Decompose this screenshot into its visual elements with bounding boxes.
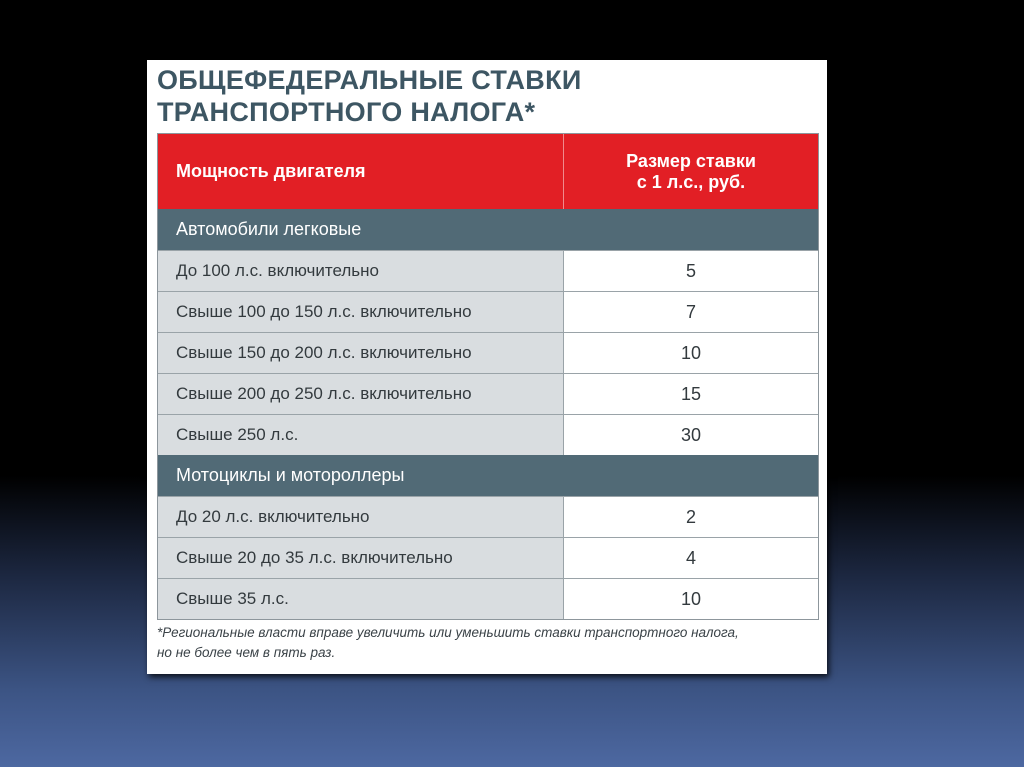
row-label: До 20 л.с. включительно	[158, 497, 564, 537]
header-rate-line-2: с 1 л.с., руб.	[636, 171, 746, 192]
header-engine-power: Мощность двигателя	[158, 134, 564, 209]
table-row	[158, 373, 818, 414]
title-line-1: ОБЩЕФЕДЕРАЛЬНЫЕ СТАВКИ	[157, 65, 582, 95]
page-title	[157, 64, 817, 128]
table-row	[158, 414, 818, 455]
row-label: Свыше 200 до 250 л.с. включительно	[158, 374, 564, 414]
row-label: Свыше 35 л.с.	[158, 579, 564, 619]
row-value: 4	[564, 538, 818, 578]
footnote-line-2: но не более чем в пять раз.	[157, 645, 336, 660]
section-motorcycles: Мотоциклы и мотороллеры	[158, 455, 818, 496]
row-label: Свыше 150 до 200 л.с. включительно	[158, 333, 564, 373]
row-value: 10	[564, 579, 818, 619]
row-label: Свыше 100 до 150 л.с. включительно	[158, 292, 564, 332]
row-label: Свыше 250 л.с.	[158, 415, 564, 455]
table-row	[158, 332, 818, 373]
row-value: 5	[564, 251, 818, 291]
table-row	[158, 537, 818, 578]
row-value: 7	[564, 292, 818, 332]
header-rate	[564, 134, 818, 209]
title-line-2: ТРАНСПОРТНОГО НАЛОГА*	[157, 97, 536, 127]
table-row	[158, 578, 818, 619]
footnote-line-1: *Региональные власти вправе увеличить или уменьшить ставки транспортного налога,	[157, 625, 739, 640]
footnote	[157, 623, 821, 663]
tax-rates-card	[147, 60, 827, 674]
header-rate-line-1: Размер ставки	[626, 150, 756, 171]
row-value: 15	[564, 374, 818, 414]
row-label: Свыше 20 до 35 л.с. включительно	[158, 538, 564, 578]
row-value: 30	[564, 415, 818, 455]
table-row	[158, 496, 818, 537]
section-cars: Автомобили легковые	[158, 209, 818, 250]
row-label: До 100 л.с. включительно	[158, 251, 564, 291]
table-row	[158, 250, 818, 291]
table-row	[158, 291, 818, 332]
row-value: 10	[564, 333, 818, 373]
table-header	[158, 134, 818, 209]
rates-table	[157, 133, 819, 620]
row-value: 2	[564, 497, 818, 537]
